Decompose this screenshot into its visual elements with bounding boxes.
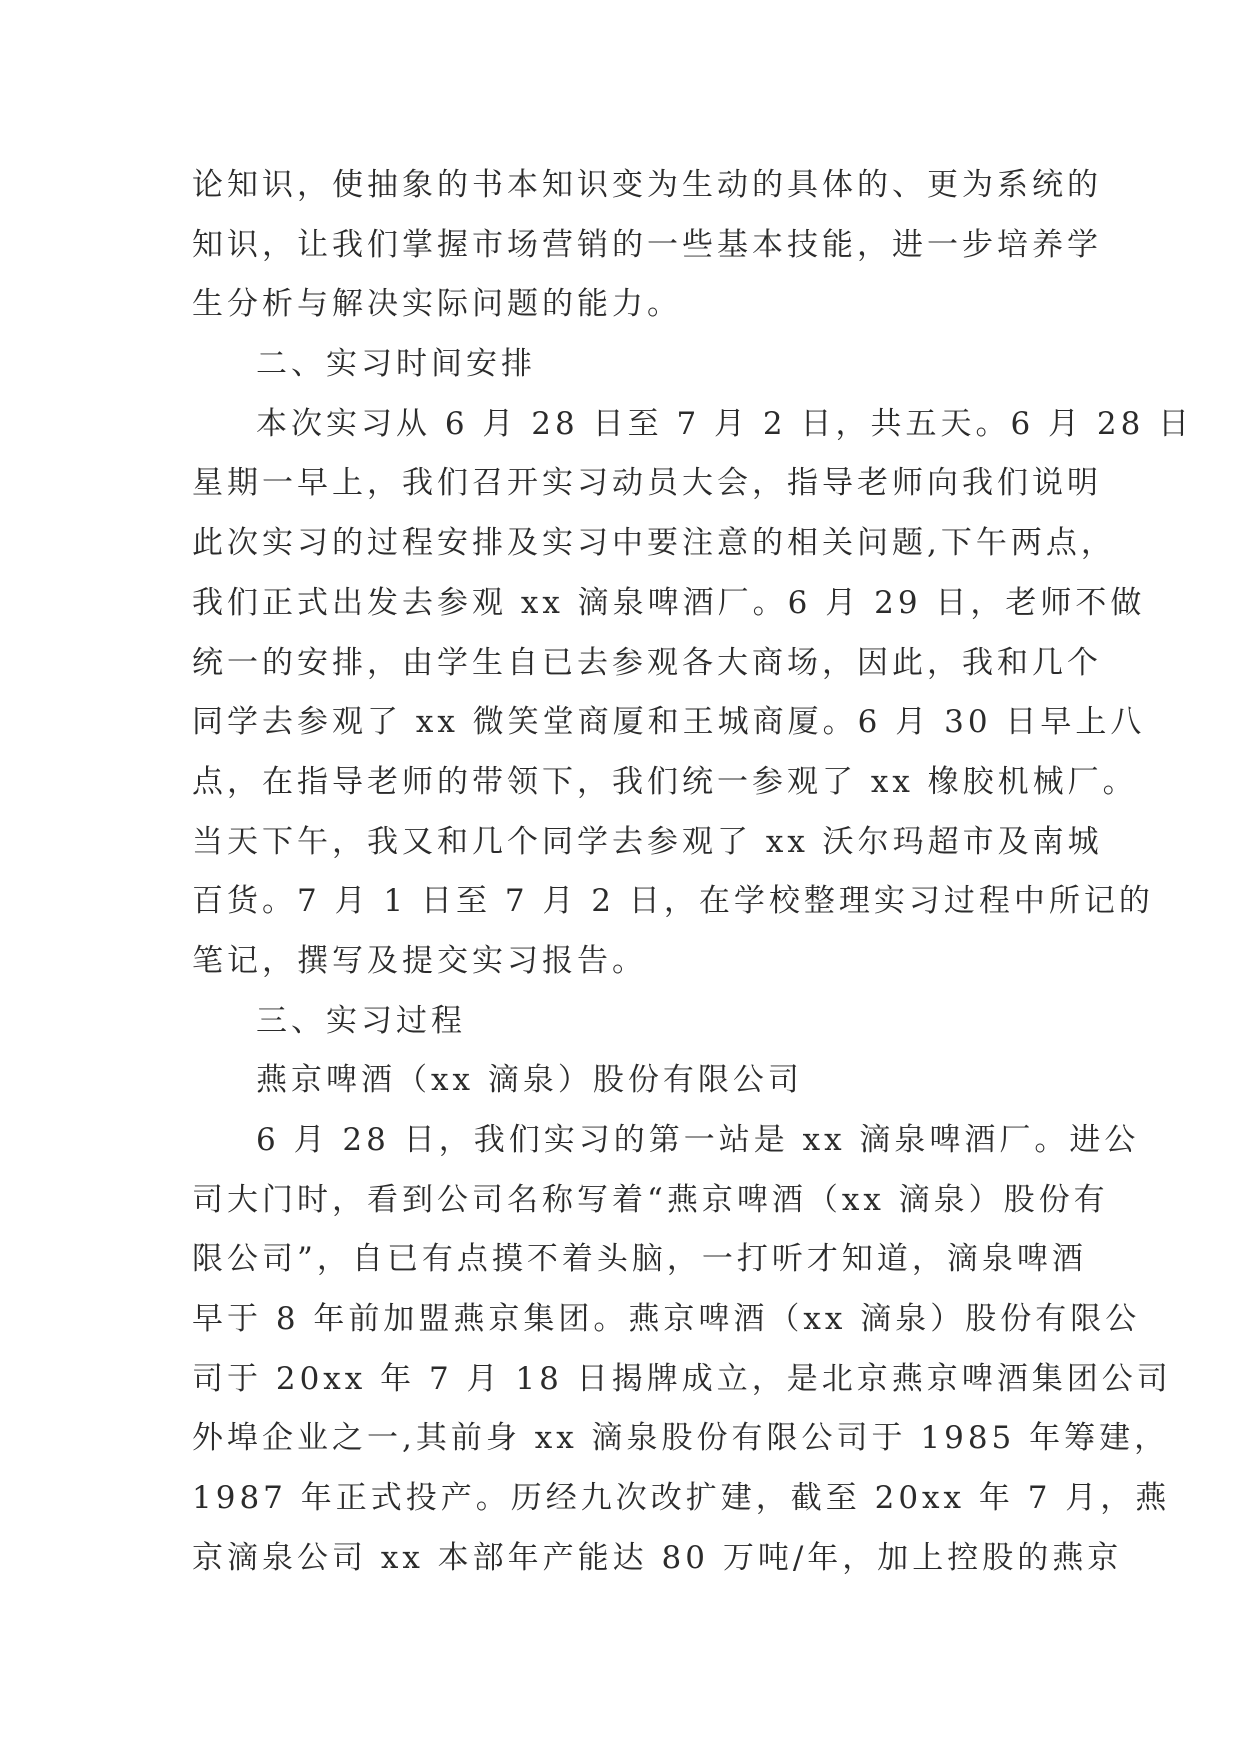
text-line: 知识，让我们掌握市场营销的一些基本技能，进一步培养学 <box>192 226 1102 263</box>
text-line: 我们正式出发去参观 xx 滴泉啤酒厂。6 月 29 日，老师不做 <box>192 584 1146 621</box>
text-line: 司于 20xx 年 7 月 18 日揭牌成立，是北京燕京啤酒集团公司 <box>192 1360 1172 1397</box>
text-line: 此次实习的过程安排及实习中要注意的相关问题,下午两点， <box>192 525 1116 562</box>
text-line: 三、实习过程 <box>256 1002 466 1039</box>
text-line: 百货。7 月 1 日至 7 月 2 日，在学校整理实习过程中所记的 <box>192 883 1154 920</box>
text-line: 燕京啤酒（xx 滴泉）股份有限公司 <box>256 1062 803 1099</box>
text-line: 6 月 28 日，我们实习的第一站是 xx 滴泉啤酒厂。进公 <box>256 1122 1140 1158</box>
text-line: 星期一早上，我们召开实习动员大会，指导老师向我们说明 <box>192 465 1102 502</box>
text-line: 司大门时，看到公司名称写着“燕京啤酒（xx 滴泉）股份有 <box>192 1181 1109 1218</box>
text-line: 笔记，撰写及提交实习报告。 <box>192 942 647 979</box>
text-line: 论知识，使抽象的书本知识变为生动的具体的、更为系统的 <box>192 167 1102 203</box>
text-line: 早于 8 年前加盟燕京集团。燕京啤酒（xx 滴泉）股份有限公 <box>192 1301 1141 1338</box>
text-line: 点，在指导老师的带领下，我们统一参观了 xx 橡胶机械厂。 <box>192 763 1138 800</box>
text-line: 统一的安排，由学生自已去参观各大商场，因此，我和几个 <box>192 644 1102 681</box>
document-body <box>192 156 1194 1589</box>
text-line: 当天下午，我又和几个同学去参观了 xx 沃尔玛超市及南城 <box>192 823 1103 860</box>
text-line: 生分析与解决实际问题的能力。 <box>192 286 682 323</box>
text-line: 同学去参观了 xx 微笑堂商厦和王城商厦。6 月 30 日早上八 <box>192 704 1146 741</box>
text-line: 京滴泉公司 xx 本部年产能达 80 万吨/年，加上控股的燕京 <box>192 1539 1123 1576</box>
text-line: 限公司”，自已有点摸不着头脑，一打听才知道，滴泉啤酒 <box>192 1241 1087 1278</box>
text-line: 外埠企业之一,其前身 xx 滴泉股份有限公司于 1985 年筹建， <box>192 1420 1170 1457</box>
text-line: 二、实习时间安排 <box>256 346 536 383</box>
text-line: 1987 年正式投产。历经九次改扩建，截至 20xx 年 7 月，燕 <box>192 1480 1171 1517</box>
text-line: 本次实习从 6 月 28 日至 7 月 2 日，共五天。6 月 28 日 <box>256 405 1194 442</box>
